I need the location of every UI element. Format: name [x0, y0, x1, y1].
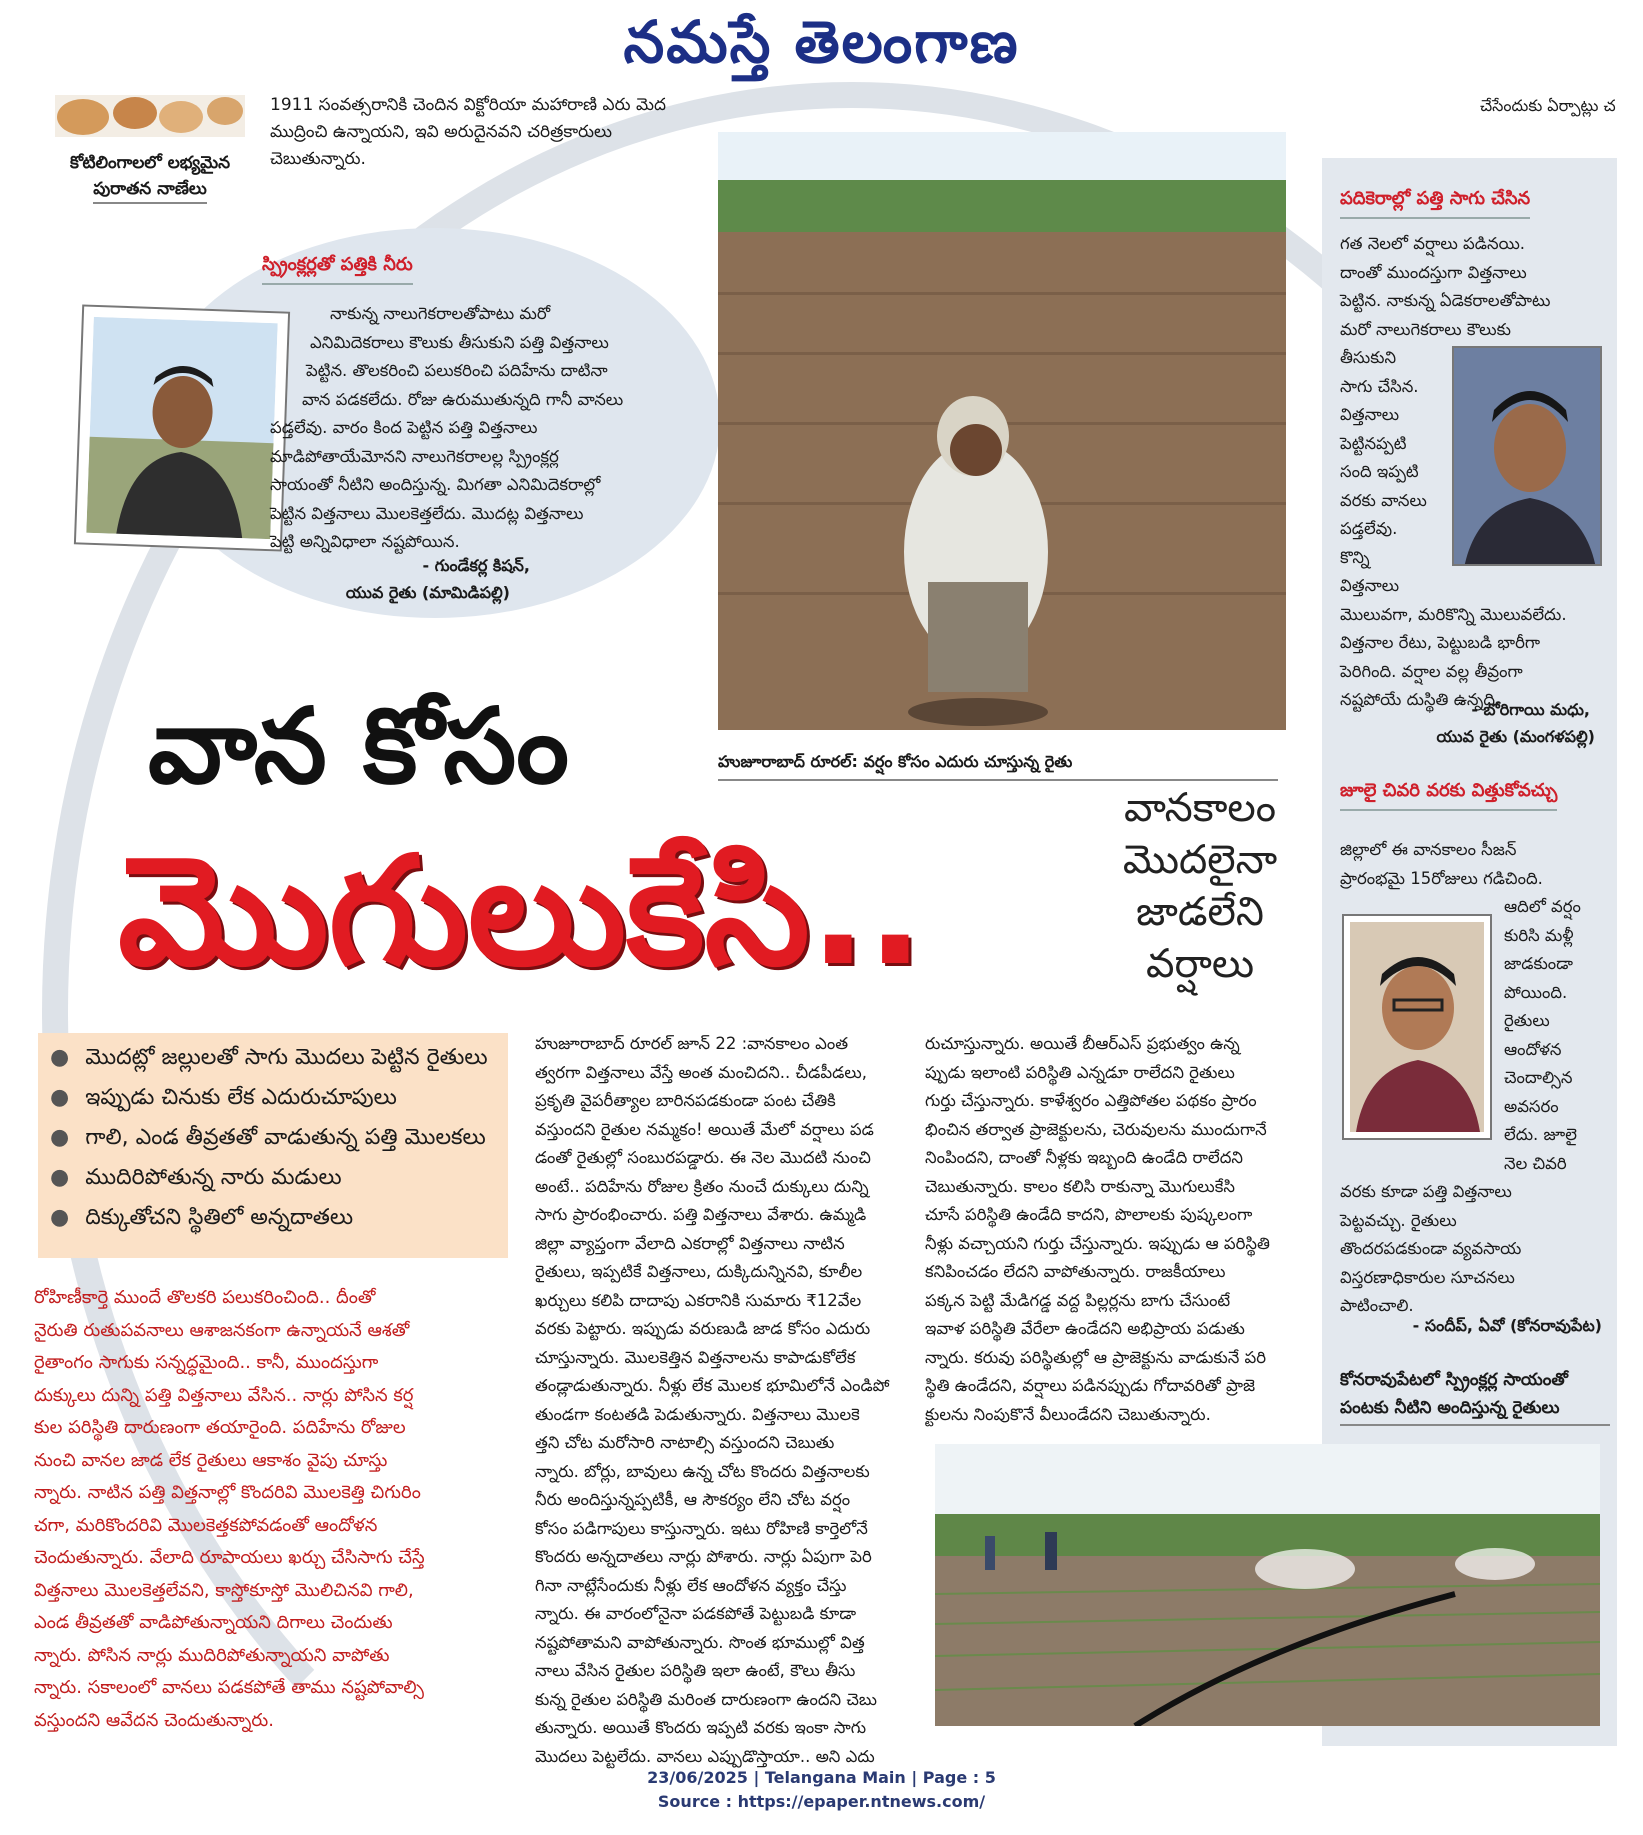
footer-edition: 23/06/2025 | Telangana Main | Page : 5	[647, 1768, 996, 1787]
highlight-item: ● ఇప్పుడు చినుకు లేక ఎదురుచూపులు	[50, 1085, 397, 1110]
article-intro-column: రోహిణీకార్తె ముందే తొలకరి పలుకరించింది.. దీంతో నైరుతి రుతుపవనాలు ఆశాజనకంగా ఉన్నాయనే ఆశతో రైతాంగం సాగుకు సన్నద్ధమైంది.. కానీ, ముందస్తుగా దుక్కులు దున్ని పత్తి విత్తనాలు వేసిన.. నార్లు పోసిన కర్ష కుల పరిస్థితి దారుణంగా తయారైంది. పదిహేను రోజుల నుంచి వానల జాడ లేక రైతులు ఆకాశం వైపు చూస్తు న్నారు. నాటిన పత్తి విత్తనాల్లో కొందరివి మొలకెత్తి చిగురిం చగా, మరికొందరివి మొలకెత్తకపోవడంతో ఆందోళన చెందుతున్నారు. వేలాది రూపాయలు ఖర్చు చేసిసాగు చేస్తే విత్తనాలు మొలకెత్తలేవని, కాస్తోకూస్తో మొలిచినవి గాలి, ఎండ తీవ్రతతో వాడిపోతున్నాయని దిగాలు చెందుతు న్నారు. పోసిన నార్లు ముదిరిపోతున్నాయని వాపోతు న్నారు. సకాలంలో వానలు పడకపోతే తాము నష్టపోవాల్సి వస్తుందని ఆవేదన చెందుతున్నారు.	[34, 1287, 425, 1731]
headline-secondary: మొగులుకేసి..	[118, 825, 924, 999]
sidebar-heading-2: జూలై చివరి వరకు విత్తుకోవచ్చు	[1340, 780, 1557, 811]
subheadline: వానకాలం మొదలైనా జాడలేని వర్షాలు	[1122, 785, 1278, 987]
coins-photo	[55, 95, 245, 137]
highlight-item: ● గాలి, ఎండ తీవ్రతతో వాడుతున్న పత్తి మొలకలు	[50, 1125, 486, 1150]
highlight-item: ● మొదట్లో జల్లులతో సాగు మొదలు పెట్టిన రైతులు	[50, 1045, 488, 1070]
headline-primary: వాన కోసం	[148, 685, 570, 807]
sidebar-heading-1: పదికెరాల్లో పత్తి సాగు చేసిన	[1340, 188, 1530, 219]
main-photo-caption: హుజూరాబాద్ రూరల్: వర్షం కోసం ఎదురు చూస్తున్న రైతు	[718, 748, 1278, 781]
highlight-item: ● ముదిరిపోతున్న నారు మడులు	[50, 1165, 342, 1190]
sidebar-signature-1: - బోరిగాయి మధు,	[1471, 700, 1590, 719]
highlights-box	[38, 1033, 508, 1258]
footer-source-link[interactable]: Source : https://epaper.ntnews.com/	[657, 1792, 986, 1811]
officer-sandeep-photo	[1342, 914, 1492, 1140]
top-right-snippet: చేసేందుకు ఏర్పాట్లు చ	[1480, 96, 1616, 115]
sidebar-bottom-caption: కోనరావుపేటలో స్ప్రింక్లర్ల సాయంతో పంటకు నీటిని అందిస్తున్న రైతులు	[1340, 1366, 1610, 1426]
article-column-2: హుజూరాబాద్ రూరల్ జూన్ 22 :వానకాలం ఎంత త్వరగా విత్తనాలు వేస్తే అంత మంచిదని.. చీడపీడలు, ప్రకృతి వైపరీత్యాల బారినపడకుండా పంట చేతికి వస్తుందని రైతుల నమ్మకం! అయితే మేలో వర్షాలు పడ డంతో రైతుల్లో సంబురపడ్డారు. ఈ నెల మొదటి నుంచి అంటే.. పదిహేను రోజుల క్రితం నుంచే దుక్కులు దున్ని సాగు ప్రారంభించారు. పత్తి విత్తనాలు వేశారు. ఉమ్మడి జిల్లా వ్యాప్తంగా వేలాది ఎకరాల్లో విత్తనాలు నాటిన రైతులు, ఇప్పటికే విత్తనాలు, దుక్కిదున్నినవి, కూలీల ఖర్చులు కలిపి దాదాపు ఎకరానికి సుమారు ₹12వేల వరకు పెట్టారు. ఇప్పుడు వరుణుడి జాడ కోసం ఎదురు చూస్తున్నారు. మొలకెత్తిన విత్తనాలను కాపాడుకోలేక తండ్లాడుతున్నారు. నీళ్లు లేక మొలక భూమిలోనే ఎండిపో తుండగా కంటతడి పెడుతున్నారు. విత్తనాలు మొలకె త్తని చోట మరోసారి నాటాల్సి వస్తుందని చెబుతు న్నారు. బోర్లు, బావులు ఉన్న చోట కొందరు విత్తనాలకు నీరు అందిస్తున్నప్పటికీ, ఆ సౌకర్యం లేని చోట వర్షం కోసం పడిగాపులు కాస్తున్నారు. ఇటు రోహిణి కార్తెలోనే కొందరు అన్నదాతలు నార్లు పోశారు. నార్లు ఏపుగా పెరి గినా నాట్లేసేందుకు నీళ్లు లేక ఆందోళన వ్యక్తం చేస్తు న్నారు. ఈ వారంలోనైనా పడకపోతే పెట్టుబడి కూడా నష్టపోతామని వాపోతున్నారు. సొంత భూముల్లో విత్త నాలు వేసిన రైతుల పరిస్థితి ఇలా ఉంటే, కౌలు తీసు కున్న రైతుల పరిస్థితి మరింత దారుణంగా ఉందని చెబు తున్నారు. అయితే కొందరు ఇప్పటి వరకు ఇంకా సాగు మొదలు పెట్టలేదు. వానలు ఎప్పుడొస్తాయా.. అని ఎదు	[535, 1034, 890, 1766]
sidebar-body-1: గత నెలలో వర్షాలు పడినయి. దాంతో ముందస్తుగా విత్తనాలు పెట్టిన. నాకున్న ఏడెకరాలతోపాటు మరో నాలుగెకరాలు కౌలుకు తీసుకుని సాగు చేసిన. విత్తనాలు పెట్టినప్పటి సంది ఇప్పటి వరకు వానలు పడ్తలేవు. కొన్ని విత్తనాలు మొలువగా, మరికొన్ని మొలువలేదు. విత్తనాల రేటు, పెట్టుబడి భారీగా పెరిగింది. వర్షాల వల్ల తీవ్రంగా నష్టపోయే దుస్థితి ఉన్నది.	[1340, 234, 1567, 709]
oval-heading: స్ప్రింక్లర్లతో పత్తికి నీరు	[262, 254, 413, 285]
waiting-farmer-photo	[718, 132, 1286, 730]
top-text: 1911 సంవత్సరానికి చెందిన విక్టోరియా మహారాణి ఎరు మెద ముద్రించి ఉన్నాయని, ఇవి అరుదైనవని చరిత్రకారులు చెబుతున్నారు.	[270, 95, 666, 169]
masthead: నమస్తే తెలంగాణ	[623, 8, 1020, 76]
article-column-3: రుచూస్తున్నారు. అయితే బీఆర్ఎస్ ప్రభుత్వం ఉన్న ప్పుడు ఇలాంటి పరిస్థితి ఎన్నడూ రాలేదని రైతులు గుర్తు చేస్తున్నారు. కాళేశ్వరం ఎత్తిపోతల పథకం ప్రారం భించిన తర్వాత ప్రాజెక్టులను, చెరువులను ముందుగానే నింపిందని, దాంతో నీళ్లకు ఇబ్బంది ఉండేది రాలేదని చెబుతున్నారు. కాలం కలిసి రాకున్నా మొగులుకేసి చూసే పరిస్థితి ఉండేది కాదని, పొలాలకు పుష్కలంగా నీళ్లు వచ్చాయని గుర్తు చేస్తున్నారు. ఇప్పుడు ఆ పరిస్థితి కనిపించడం లేదని వాపోతున్నారు. రాజకీయాలు పక్కన పెట్టి మేడిగడ్డ వద్ద పిల్లర్లను బాగు చేసుంటే ఇవాళ పరిస్థితి వేరేలా ఉండేదని అభిప్రాయ పడుతు న్నారు. కరువు పరిస్థితుల్లో ఆ ప్రాజెక్టును వాడుకునే పరి స్థితి ఉండేదని, వర్షాలు పడినప్పుడు గోదావరితో ప్రాజె క్టులను నింపుకొనే వీలుండేదని చెబుతున్నారు.	[925, 1034, 1270, 1424]
oval-body: నాకున్న నాలుగెకరాలతోపాటు మరో ఎనిమిదెకరాలు కౌలుకు తీసుకుని పత్తి విత్తనాలు పెట్టిన. తొలకరించి పలుకరించి పదిహేను దాటినా వాన పడకలేదు. రోజు ఉరుముతున్నది గానీ వానలు పడ్తలేవు. వారం కింద పెట్టిన పత్తి విత్తనాలు మాడిపోతాయేమోనని నాలుగెకరాలల్ల స్ప్రింక్లర్ల సాయంతో నీటిని అందిస్తున్న. మిగతా ఎనిమిదెకరాల్లో పెట్టిన విత్తనాలు మొలకెత్తలేదు. మొదట్ల విత్తనాలు పెట్టి అన్నివిధాలా నష్టపోయిన.	[270, 304, 624, 551]
sidebar-signature-1-place: యువ రైతు (మంగళపల్లి)	[1436, 727, 1595, 746]
oval-signature: - గుండేకర్ల కిషన్,	[422, 556, 530, 575]
sidebar-body-2: జిల్లాలో ఈ వానకాలం సీజన్ ప్రారంభమై 15రోజులు గడిచింది. ఆదిలో వర్షం కురిసి మళ్లీ జాడకుండా పోయింది. రైతులు ఆందోళన చెందాల్సిన అవసరం లేదు. జూలై నెల చివరి వరకు కూడా పత్తి విత్తనాలు పెట్టవచ్చు. రైతులు తొందరపడకుండా వ్యవసాయ విస్తరణాధికారుల సూచనలు పాటించాలి.	[1340, 840, 1581, 1315]
coins-caption: కోటిలింగాలలో లభ్యమైన పురాతన నాణేలు	[50, 150, 250, 204]
highlight-item: ● దిక్కుతోచని స్థితిలో అన్నదాతలు	[50, 1205, 354, 1230]
sidebar-signature-2: - సందీప్, ఏవో (కోనరావుపేట)	[1412, 1316, 1602, 1335]
farmer-kishan-photo	[74, 304, 290, 551]
farmer-madhu-photo	[1452, 346, 1602, 566]
oval-signature-place: యువ రైతు (మామిడిపల్లి)	[345, 583, 510, 602]
sprinkler-field-photo	[935, 1444, 1600, 1726]
